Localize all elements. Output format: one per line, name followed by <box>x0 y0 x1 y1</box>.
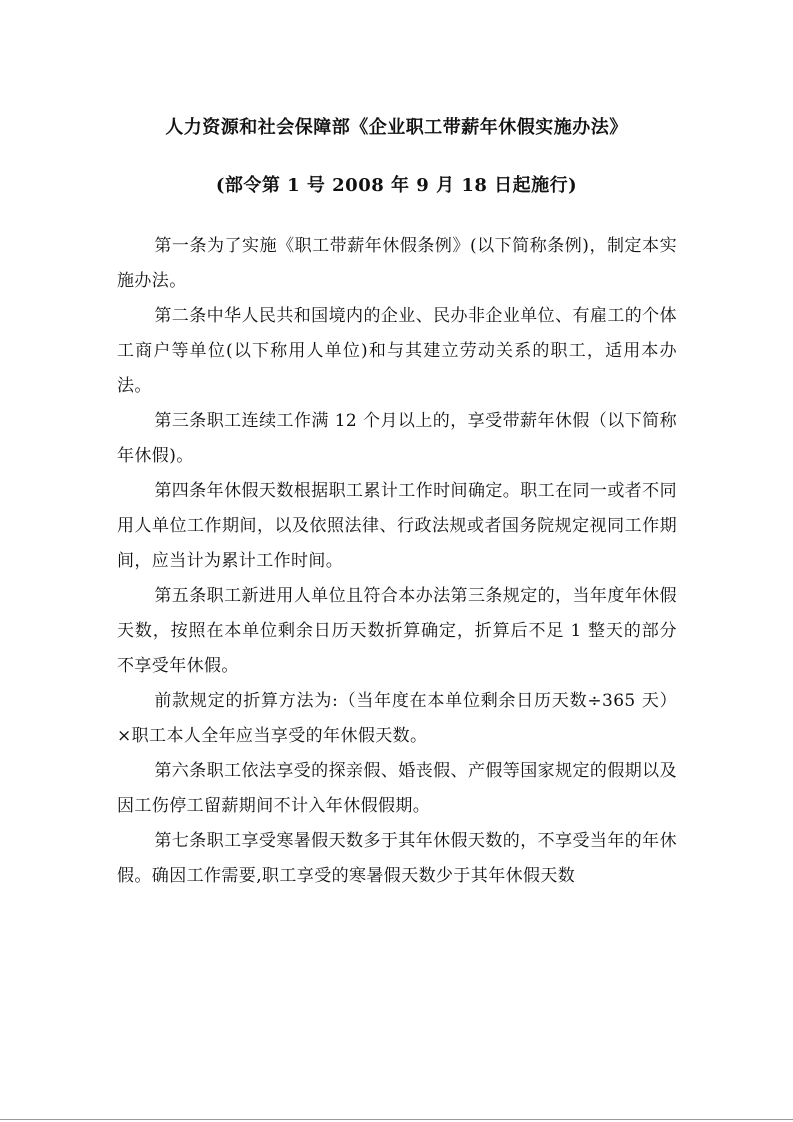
article-7-paragraph: 第七条职工享受寒暑假天数多于其年休假天数的，不享受当年的年休假。确因工作需要,职工享受的寒暑假天数少于其年休假天数 <box>117 831 677 886</box>
document-body <box>117 229 677 894</box>
document-subtitle: (部令第 1 号 2008 年 9 月 18 日起施行) <box>215 175 578 196</box>
page-bottom-edge <box>0 1119 793 1120</box>
document-title: 人力资源和社会保障部《企业职工带薪年休假实施办法》 <box>165 117 628 138</box>
article-3-paragraph: 第三条职工连续工作满 12 个月以上的，享受带薪年休假（以下简称年休假)。 <box>117 411 677 466</box>
article-4-paragraph: 第四条年休假天数根据职工累计工作时间确定。职工在同一或者不同用人单位工作期间，以及依照法律、行政法规或者国务院规定视同工作期间，应当计为累计工作时间。 <box>117 481 677 571</box>
article-1-paragraph: 第一条为了实施《职工带薪年休假条例》(以下简称条例)，制定本实施办法。 <box>117 236 677 291</box>
article-2-paragraph: 第二条中华人民共和国境内的企业、民办非企业单位、有雇工的个体工商户等单位(以下称用人单位)和与其建立劳动关系的职工，适用本办法。 <box>117 306 677 396</box>
article-5-paragraph: 第五条职工新进用人单位且符合本办法第三条规定的，当年度年休假天数，按照在本单位剩余日历天数折算确定，折算后不足 1 整天的部分不享受年休假。 <box>117 586 677 676</box>
article-5-formula-paragraph: 前款规定的折算方法为:（当年度在本单位剩余日历天数÷365 天）×职工本人全年应当享受的年休假天数。 <box>117 691 677 746</box>
article-6-paragraph: 第六条职工依法享受的探亲假、婚丧假、产假等国家规定的假期以及因工伤停工留薪期间不计入年休假假期。 <box>117 761 677 816</box>
